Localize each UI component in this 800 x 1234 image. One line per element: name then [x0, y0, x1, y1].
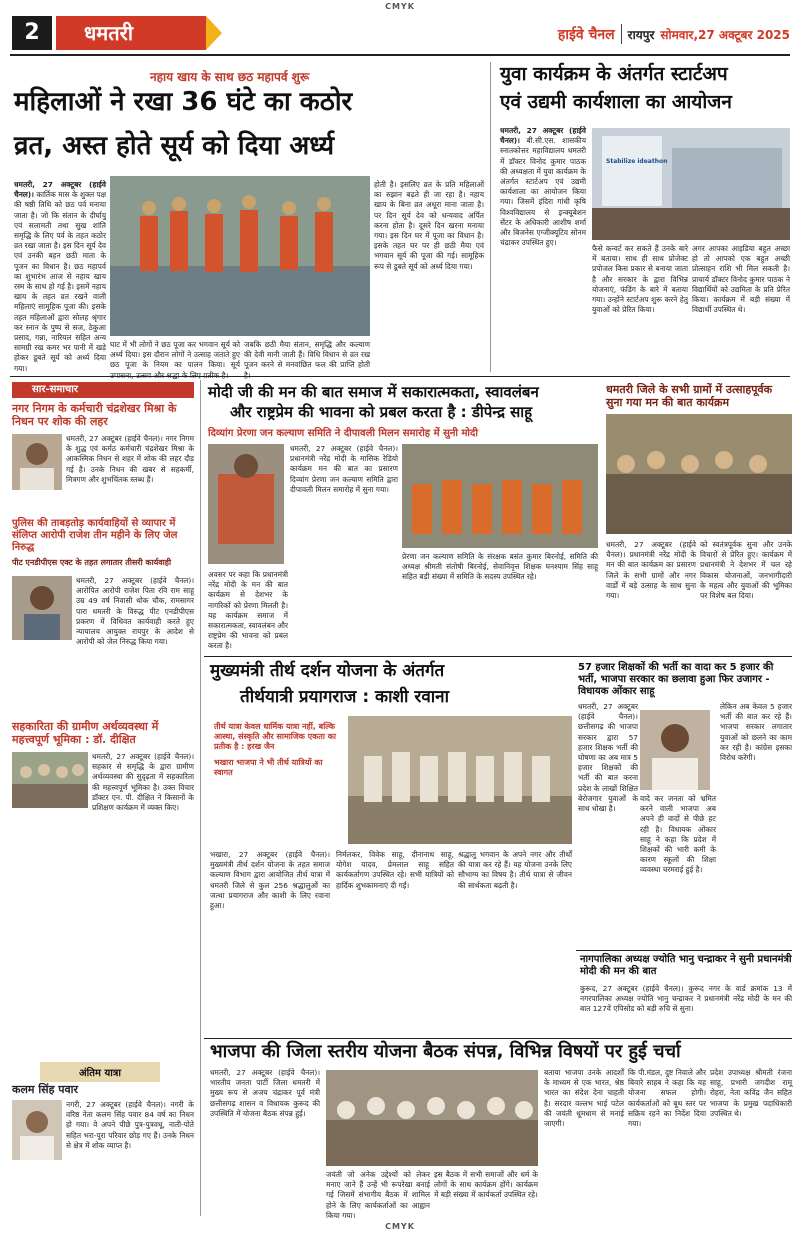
story1-col1-text: कार्तिक मास के शुक्ल पक्ष की षष्ठी तिथि को छठ पर्व मनाया जाता है। जो कि संतान के दीर्घायु एवं सलामती तथा सुख शांति समृद्धि के लिए पर्व के तहत कठोर व्रत रखा जाता है। इस दिन सूर्य देव एवं उनकी बहन छठी माता के पूजन का विधान है। छठ महापर्व का शुभारंभ आज से नहाय खाय रस्म के साथ हो गई है। इसमें नहाय खाय के तहत व्रत रखने वाली महिलाएं सामूहिक पूजा की। इसके तहत महिलाओं द्वारा सोलह श्रृंगार कर स्नान के पुष्प से सज, ठेकुआ प्रसाद, गन्ना, नारियल सहित अन्य सामग्री रख कमर भर पानी में खड़े होकर डूबते सूर्य को अर्ध्य दिया गया। [14, 190, 106, 373]
brand-name: हाईवे चैनल [557, 26, 615, 43]
section-rule-4 [204, 1038, 792, 1039]
story6-headline: 57 हजार शिक्षकों की भर्ती का वादा कर 5 हजार की भर्ती, भाजपा सरकार का छलावा हुआ फिर उजागर - विधायक ओंकार साहू [578, 662, 774, 697]
story7-body: कुरूद, 27 अक्टूबर (हाईवे चैनल)। कुरूद नगर के वार्ड क्रमांक 13 में नगरपालिका अध्यक्ष ज्योति भानु चन्द्राकर ने प्रधानमंत्री नरेंद्र मोदी के मन की बात 127वें एपिसोड को बड़ी रुचि से सुना। [580, 984, 792, 1014]
story5-quote-1: तीर्थ यात्रा केवल धार्मिक यात्रा नहीं, बल्कि आस्था, संस्कृति और सामाजिक एकता का प्रतीक है : हरख जैन [214, 722, 336, 751]
story8-col2: जयंती जो अनेक उद्देश्यों को लेकर मनाए जाने हैं उन्हें भी रूपरेखा बनाई गई जिसमें संभागीय बैठक में शामिल होने के लिए कार्यकर्ताओं का आह्वान किया गया। [326, 1170, 430, 1220]
section-rule-3 [576, 950, 792, 951]
story2-byline: धमतरी, 27 अक्टूबर (हाईवे चैनल)। [500, 126, 586, 146]
story2-headline-2: एवं उद्यमी कार्यशाला का आयोजन [500, 91, 732, 113]
story2-col1-text: बी.सी.एस. शासकीय स्नातकोत्तर महाविद्यालय धमतरी में डॉक्टर विनोद कुमार पाठक की अध्यक्षता में युवा कार्यक्रम के अंतर्गत स्टार्टअप एवं उद्यमी कार्यशाला का आयोजन किया गया। जिसमें इंदिरा गांधी कृषि विश्वविद्यालय से इन्क्यूबेशन सेंटर के अधिकारी आशीष शर्मा और बिजनेस एग्जीक्यूटिव सोनम चंद्राकर उपस्थित हुए। [500, 136, 586, 248]
column-divider [490, 62, 491, 372]
story3-col3: प्रेरणा जन कल्याण समिति के संरक्षक बसंत कुमार बिरनोई, समिति की अध्यक्ष श्रीमती संतोषी बिरनोई, सेवानिवृत्त शिक्षक घनश्याम सिंह साहू सहित बड़ी संख्या में समिति के सदस्य उपस्थित रहे। [402, 552, 598, 582]
story5-quote-2: भखारा भाजपा ने भी तीर्थ यात्रियों का स्वागत [214, 758, 323, 777]
police-headline: पुलिस की ताबड़तोड़ कार्यवाहियों से व्यापार में संलिप्त आरोपी राजेश तीन महीने के लिए जेल निरुद्ध [12, 518, 178, 553]
brand-divider [621, 24, 622, 44]
coop-body: धमतरी, 27 अक्टूबर (हाईवे चैनल)। सहकार से समृद्धि के द्वारा ग्रामीण अर्थव्यवस्था की सुदृढ़ता में सहकारिता की महत्त्वपूर्ण भूमिका है। उक्त विचार डॉक्टर एन. पी. दीक्षित ने किसानों के प्रशिक्षण कार्यक्रम में व्यक्त किए। [92, 752, 194, 813]
story5-col3: श्रद्धालु भगवान के अपने नगर और तीर्थों की यात्रा कर रहे हैं। यह योजना उनके लिए सौभाग्य का विषय है। तीर्थ यात्रा से जीवन की सार्थकता बढ़ती है। [458, 850, 572, 890]
police-photo [12, 576, 72, 640]
obit2-photo [12, 1100, 62, 1160]
story2-col1 [500, 126, 586, 372]
story3-col1: धमतरी, 27 अक्टूबर (हाईवे चैनल)। प्रधानमंत्री नरेंद्र मोदी के मासिक रेडियो कार्यक्रम मन की बात का प्रसारण दिव्यांग प्रेरणा जन कल्याण समिति द्वारा दीपावली मिलन समारोह में सुना गया। [290, 444, 398, 494]
story4-col1: धमतरी, 27 अक्टूबर (हाईवे चैनल)। प्रधानमंत्री नरेंद्र मोदी के मन की बात कार्यक्रम का प्रसारण जिले के सभी ग्रामों और नगर वार्डों में बड़े उत्साह के साथ सुना गया। [606, 540, 696, 601]
story6-col2: वादे कर जनता को भ्रमित करने वाली भाजपा अब अपने ही वादों से पीछे हट रही है। विधायक ओंकार साहू ने कहा कि प्रदेश में शिक्षकों की भारी कमी के कारण स्कूलों की शिक्षा व्यवस्था चरमराई हुई है। [640, 794, 716, 875]
story5-quotes [214, 722, 344, 784]
obit-photo [12, 434, 62, 490]
story4-photo [606, 414, 792, 534]
story2-headline-1: युवा कार्यक्रम के अंतर्गत स्टार्टअप [500, 63, 728, 85]
sidebar-divider [200, 380, 201, 1216]
story7-headline: नागपालिका अध्यक्ष ज्योति भानु चन्द्राकर ने सुनी प्रधानमंत्री मोदी की मन की बात [580, 954, 792, 977]
obit2-label: अंतिम यात्रा [40, 1062, 160, 1082]
obit2-body: नगरी, 27 अक्टूबर (हाईवे चैनल)। नगरी के वरिष्ठ नेता कलम सिंह पवार 84 वर्ष का निधन हो गया। वे अपने पीछे पुत्र-पुत्रवधू, नाती-पोते सहित भरा-पूरा परिवार छोड़ गए हैं। उनके निधन से क्षेत्र में शोक व्याप्त है। [66, 1100, 194, 1150]
story5-col2: निर्मलकर, विवेक साहू, दीनानाथ साहू, योगेश यादव, प्रेमलाल साहू सहित कार्यकर्तागण उपस्थित रहे। सभी यात्रियों को हार्दिक शुभकामनाएं दी गईं। [336, 850, 454, 890]
story8-col3: इस बैठक में सभी समाजों और धर्म के लोगों के साथ कार्यक्रम होंगे। कार्यक्रम में बड़ी संख्या में कार्यकर्ता उपस्थित रहे। [434, 1170, 538, 1200]
top-rule [10, 54, 790, 56]
story3-subhead: दिव्यांग प्रेरणा जन कल्याण समिति ने दीपावली मिलन समारोह में सुनी मोदी [208, 428, 478, 439]
story1-headline-1: महिलाओं ने रखा 36 घंटे का कठोर [14, 87, 353, 117]
story2-col3: अगर आपका आइडिया बहुत अच्छा हो तो आपको एक बहुत अच्छी प्रोत्साहन राशि भी मिल सकती है। प्राचार्य डॉक्टर विनोद कुमार पाठक ने विद्यार्थियों को उद्यमिता के प्रति प्रेरित किया। कार्यक्रम में बड़ी संख्या में विद्यार्थी उपस्थित थे। [692, 244, 790, 315]
obit-headline: नगर निगम के कर्मचारी चंद्रशेखर मिश्रा के निधन पर शोक की लहर [12, 402, 177, 428]
section-rule-2 [204, 656, 792, 657]
police-subhead: पीट एनडीपीएस एक्ट के तहत लगातार तीसरी कार्यवाही [12, 558, 172, 567]
story1-col4: जबकि छठी मैया संतान, समृद्धि और कल्याण की देवी मानी जाती हैं। विधि विधान से व्रत रख पूजन करने से मनवांछित फल की प्राप्ति होती [244, 340, 370, 370]
story1-col2: घाट में भी लोगों ने छठ पूजा कर भगवान सूर्य को अर्ध्य दिया। इस दौरान लोगों ने उत्साह जताते हुए छठ पूजा के नियम का पालन किया। सूर्य [110, 340, 240, 370]
brand-line [558, 20, 790, 48]
story2-banner-text: Stabilize ideathon [606, 158, 668, 165]
section-arrow-icon [206, 16, 222, 50]
story3-photo-a [208, 444, 284, 564]
story1-col3: होती है। इसलिए व्रत के प्रति महिलाओं का रुझान बढ़ते ही जा रहा है। नहाय खाय के बिना व्रत अधूरा माना जाता है। पर दिन सूर्य देव को धन्यवाद अर्पित करना होता है। दूसरे दिन खरना मनाया गया। इस दिन घर में पूजा का विधान है। इसके तहत घर पर ही छठी मैया एवं भगवान सूर्य की पूजा की गई। सामूहिक रूप से डूबते सूर्य को अर्ध्य दिया गया। [374, 180, 484, 271]
story1-photo [110, 176, 370, 336]
story8-photo [326, 1070, 538, 1166]
story8-headline: भाजपा की जिला स्तरीय योजना बैठक संपन्न, विभिन्न विषयों पर हुई चर्चा [210, 1041, 681, 1062]
story2-col2: फैसे कन्वर्ट कर सकते हैं उनके बारे में बताया। साथ ही साथ प्रोजेक्ट प्रपोजल किस प्रकार से बनाया जाता है और सरकार के द्वारा विभिन्न योजनाएं, फंडिंग के बारे में बताया गया। उन्होंने स्टार्टअप शुरू करने हेतु युवाओं को प्रेरित किया। [592, 244, 688, 315]
story8-col1: धमतरी, 27 अक्टूबर (हाईवे चैनल)। भारतीय जनता पार्टी जिला धमतरी में मुख्य रूप से अजय चंद्राकर पूर्व मंत्री छत्तीसगढ़ शासन व विधायक कुरूद की उपस्थिति में योजना बैठक संपन्न हुई। [210, 1068, 320, 1118]
story8-col5: कि पी.मंडल, दुष्ट निवाले और बिवारे साहब ने कहा कि यह योजना सफल होगी। कार्यकर्ताओं को बूथ स्तर पर सक्रिय रहने का निर्देश दिया गया। [628, 1068, 706, 1129]
story1-headline-2: व्रत, अस्त होते सूर्य को दिया अर्ध्य [14, 131, 335, 161]
story1-kicker: नहाय खाय के साथ छठ महापर्व शुरू [150, 70, 310, 84]
coop-headline: सहकारिता की ग्रामीण अर्थव्यवस्था में महत्त्वपूर्ण भूमिका : डॉ. दीक्षित [12, 720, 159, 746]
story6-col3: लेकिन अब केवल 5 हजार भर्ती की बात कर रहे हैं। भाजपा सरकार लगातार युवाओं को छलने का काम कर रही है। कांग्रेस इसका विरोध करेगी। [720, 702, 792, 763]
story5-col1: भखारा, 27 अक्टूबर (हाईवे चैनल)। मुख्यमंत्री तीर्थ दर्शन योजना के तहत समाज कल्याण विभाग द्वारा आयोजित तीर्थ यात्रा में धमतरी जिले से कुल 256 श्रद्धालुओं का जत्था प्रयागराज और काशी के लिए रवाना हुआ। [210, 850, 330, 911]
page-number: 2 [12, 16, 52, 50]
story1-col1 [14, 180, 106, 373]
story3-col2: अवसर पर कहा कि प्रधानमंत्री नरेंद्र मोदी के मन की बात कार्यक्रम से देशभर के नागरिकों को प्रेरणा मिलती है। यह कार्यक्रम समाज में सकारात्मकता, स्वावलंबन और राष्ट्रप्रेम की भावना को प्रबल करता है। [208, 570, 288, 651]
obit2-name: कलम सिंह पवार [12, 1083, 78, 1096]
print-mark-top: CMYK [385, 2, 415, 11]
story5-photo [348, 716, 572, 844]
story2-photo [592, 128, 790, 240]
obit-body: धमतरी, 27 अक्टूबर (हाईवे चैनल)। नगर निगम के शुद्ध एवं कर्मठ कर्मचारी चंद्रशेखर मिश्रा के आकस्मिक निधन से शहर में शोक की लहर दौड़ गई है। उनके निधन की खबर से सहकर्मी, मित्रगण और शुभचिंतक स्तब्ध हैं। [66, 434, 194, 484]
story6-photo [640, 710, 710, 790]
coop-photo [12, 752, 88, 808]
story1-byline: धमतरी, 27 अक्टूबर (हाईवे चैनल)। [14, 180, 106, 200]
story4-headline: धमतरी जिले के सभी ग्रामों में उत्साहपूर्वक सुना गया मन की बात कार्यक्रम [606, 383, 773, 409]
section-title: धमतरी [56, 16, 206, 50]
story3-headline-2: और राष्ट्रप्रेम की भावना को प्रबल करता है : डीपेन्द्र साहू [230, 403, 533, 421]
sidebar-label: सार-समाचार [12, 382, 194, 398]
story5-headline-1: मुख्यमंत्री तीर्थ दर्शन योजना के अंतर्गत [210, 661, 445, 681]
story5-headline-2: तीर्थयात्री प्रयागराज : काशी रवाना [240, 687, 450, 707]
masthead [0, 12, 800, 54]
police-body: धमतरी, 27 अक्टूबर (हाईवे चैनल)। आरोपित आरोपी राजेश पिता रवि राम साहू उम्र 49 वर्ष निवासी थोक चौक, रामसागर पारा धमतरी के विरुद्ध पीट एनडीपीएस प्रकरण में विधिवत कार्यवाही करते हुए न्यायालय आयुक्त रायपुर के आदेश से आरोपी को जेल निरुद्ध किया गया। [76, 576, 194, 647]
print-mark-bottom: CMYK [385, 1222, 415, 1231]
story6-col1: धमतरी, 27 अक्टूबर (हाईवे चैनल)। छत्तीसगढ़ की भाजपा सरकार द्वारा 57 हजार शिक्षक भर्ती की घोषणा का अब मात्र 5 हजार शिक्षकों की भर्ती की बात करना प्रदेश के लाखों शिक्षित बेरोजगार युवाओं के साथ धोखा है। [578, 702, 638, 814]
story3-headline-1: मोदी जी की मन की बात समाज में सकारात्मकता, स्वावलंबन [208, 383, 539, 401]
story3-photo-b [402, 444, 598, 548]
section-rule [10, 376, 790, 377]
brand-date: सोमवार,27 अक्टूबर 2025 [660, 27, 790, 42]
story4-col2: को स्वतंत्रपूर्वक सुना और उनके विचारों से प्रेरित हुए। कार्यक्रम में प्रधानमंत्री ने देशभर में चल रहे विकास योजनाओं, जनभागीदारी के महत्व और युवाओं की भूमिका पर विशेष बल दिया। [700, 540, 792, 601]
story8-col6: प्रदेश उपाध्यक्ष श्रीमती रंजना साहू, प्रभारी जगदीश रामू रोहरा, नेता कविंद्र जैन सहित भाजपा के प्रमुख पदाधिकारी उपस्थित थे। [710, 1068, 792, 1118]
brand-city: रायपुर [627, 27, 655, 42]
story8-col4: बताया भाजपा उनके आदर्शों के माध्यम से एक भारत, श्रेष्ठ भारत का संदेश देना चाहती है। सरदार वल्लभ भाई पटेल की जयंती धूमधाम से मनाई जाएगी। [544, 1068, 624, 1129]
